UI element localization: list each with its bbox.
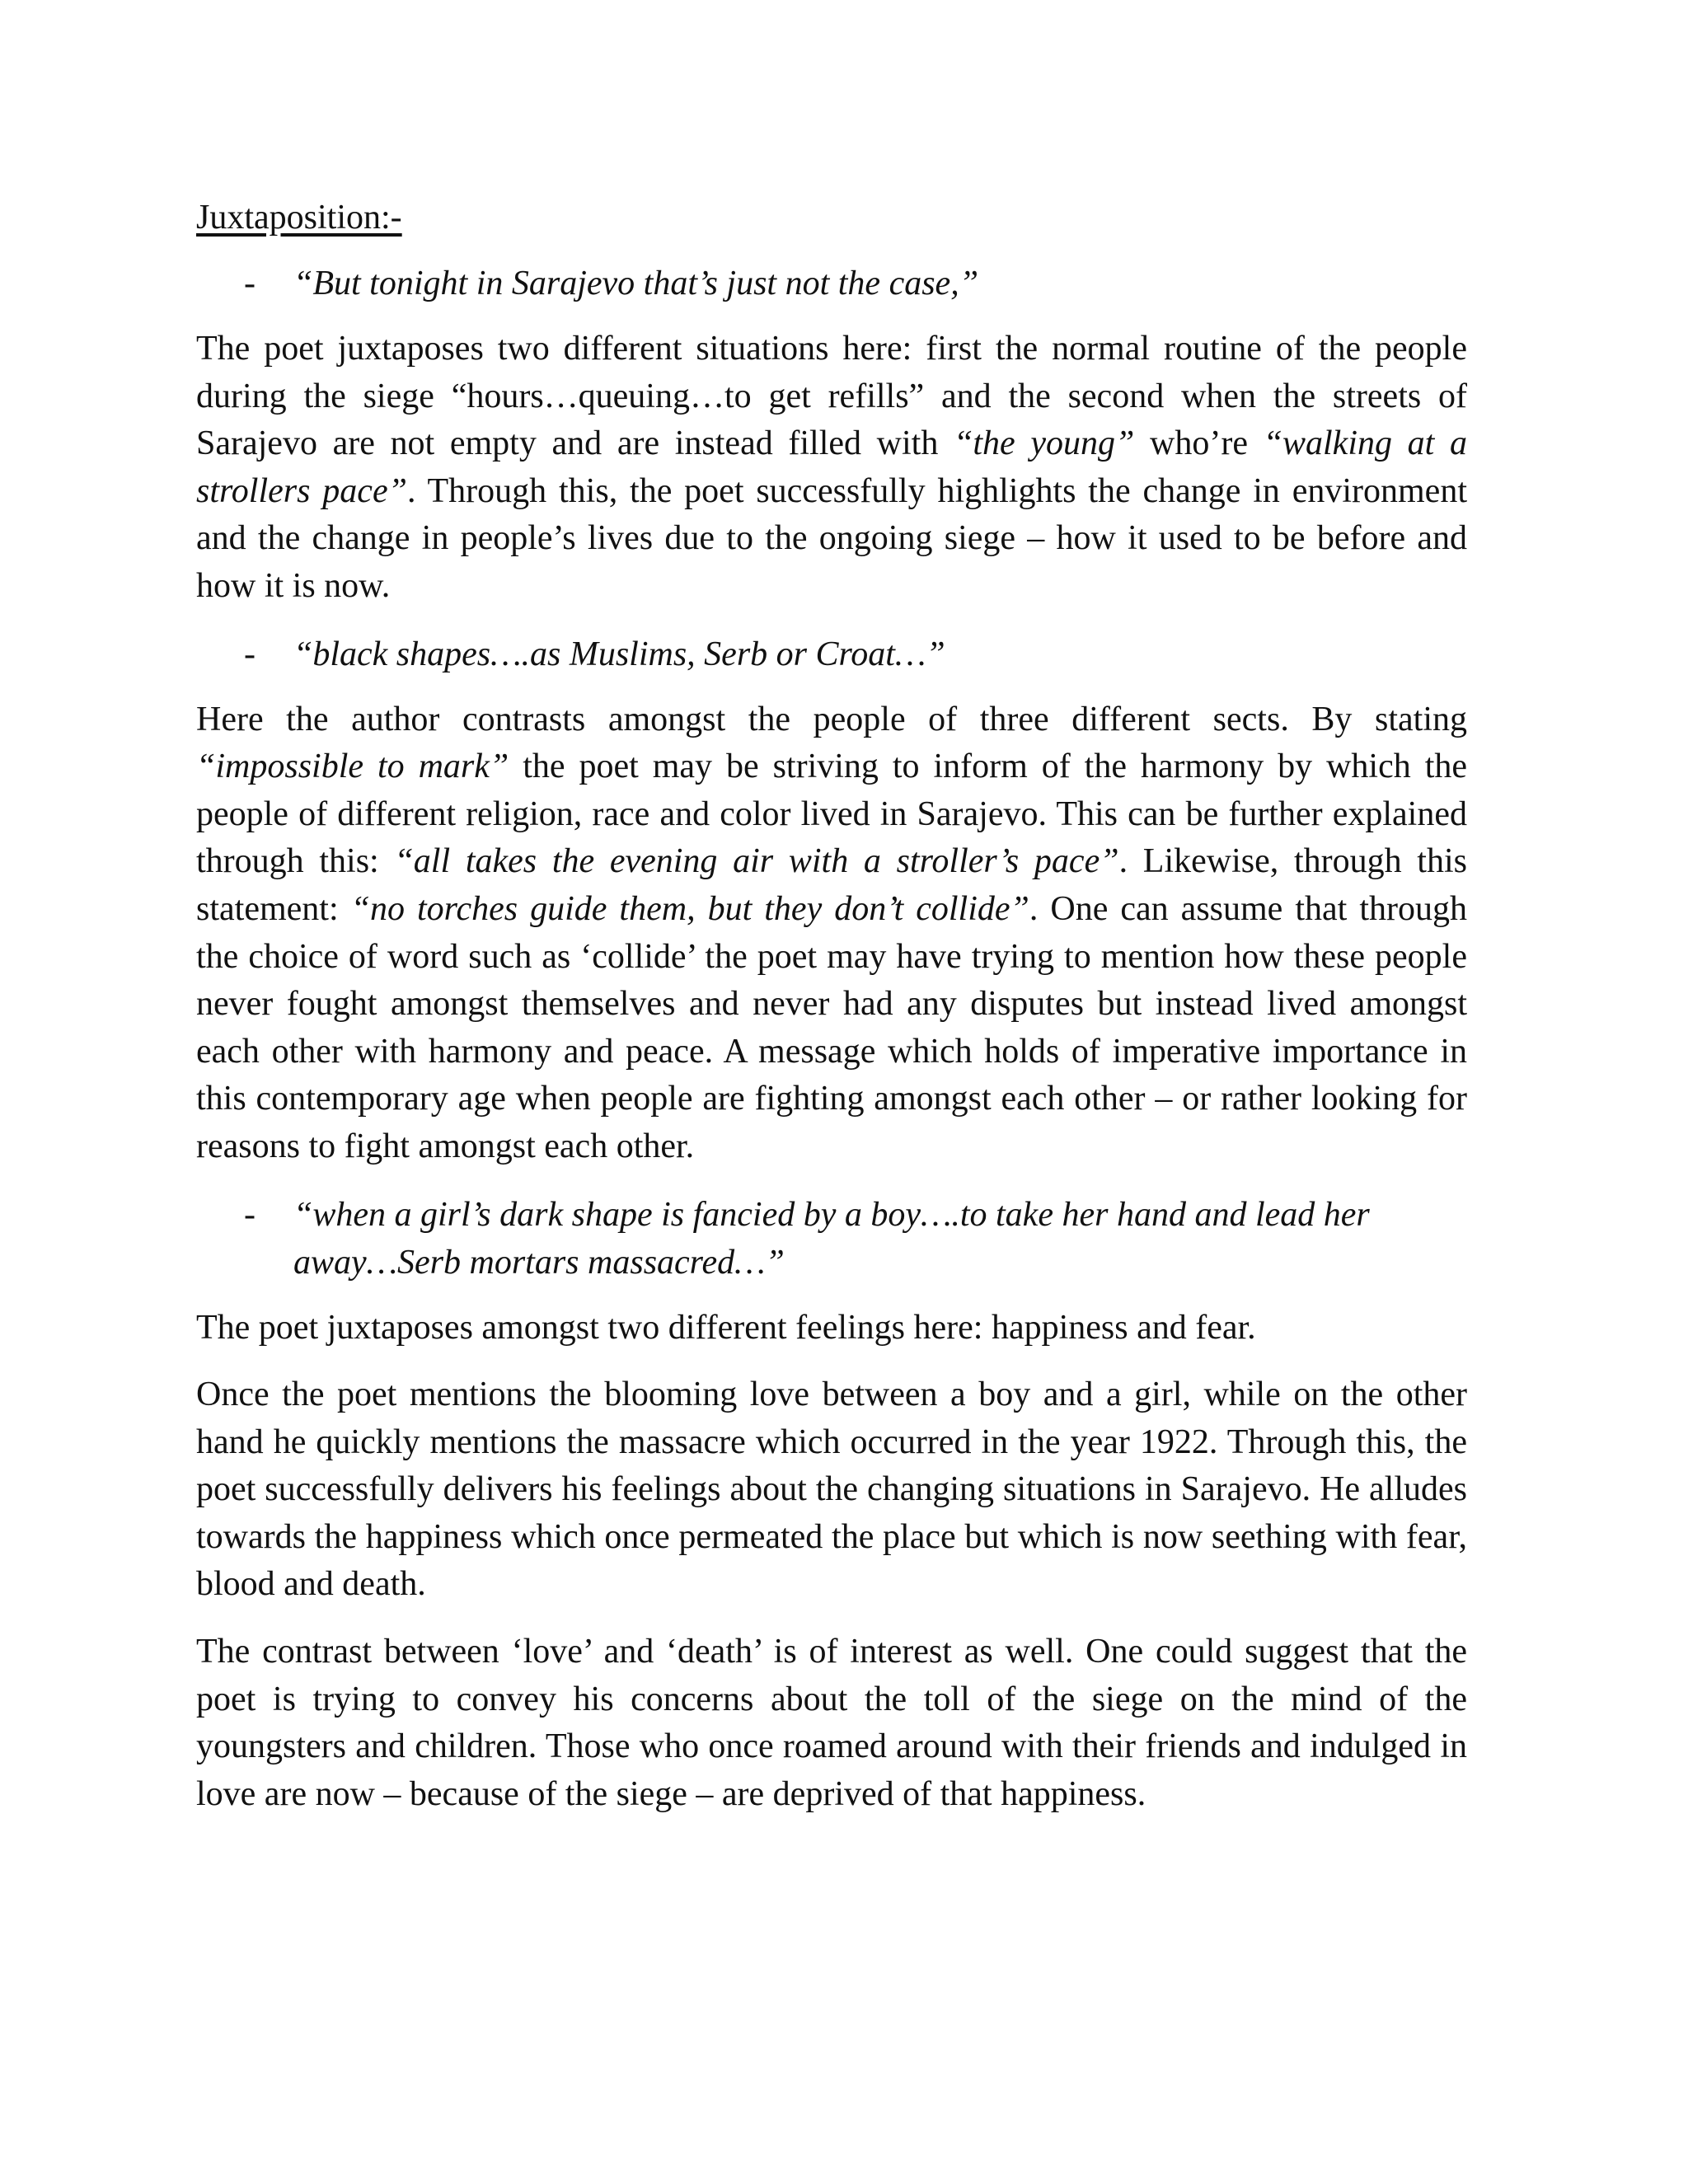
text-run: . Likewise, through this statement: <box>196 842 1467 928</box>
quote-bullet <box>196 630 1467 678</box>
bullet-dash: - <box>244 635 256 673</box>
quote-text: “But tonight in Sarajevo that’s just not the case,” <box>293 265 979 302</box>
bullet-dash: - <box>244 265 256 302</box>
quote-bullet <box>196 260 1467 307</box>
italic-quote: “all takes the evening air with a stroller’s pace” <box>394 842 1119 881</box>
text-run: Here the author contrasts amongst the people of three different sects. By stating <box>196 700 1467 738</box>
body-paragraph <box>196 326 1467 611</box>
text-run: who’re <box>1134 424 1264 463</box>
text-run: the poet may be striving to inform of the harmony by which the people of different religion, race and color lived in Sarajevo. This can be further explained through this: <box>196 748 1467 881</box>
italic-quote: “no torches guide them, but they don’t collide” <box>350 889 1029 928</box>
section-heading: Juxtaposition:- <box>196 199 402 237</box>
italic-quote: “impossible to mark” <box>196 748 509 786</box>
italic-quote: “walking at a strollers pace” <box>196 424 1467 510</box>
italic-quote: “the young” <box>954 424 1135 463</box>
quote-text: “black shapes….as Muslims, Serb or Croat…” <box>293 635 945 673</box>
quote-bullet <box>196 1191 1467 1286</box>
quote-text: “when a girl’s dark shape is fancied by a boy….to take her hand and lead her away…Serb mortars massacred…” <box>293 1195 1370 1282</box>
text-run: The poet juxtaposes two different situations here: first the normal routine of the people during the siege “hours…queuing…to get refills” and the second when the streets of Sarajevo are not empty and are instead filled with <box>196 330 1467 463</box>
body-paragraph <box>196 696 1467 1171</box>
text-run: . One can assume that through the choice of word such as ‘collide’ the poet may have trying to mention how these people never fought amongst themselves and never had any disputes but instead lived amongst each other with harmony and peace. A message which holds of imperative importance in this contemporary age when people are fighting amongst each other – or rather looking for reasons to fight amongst each other. <box>196 889 1467 1165</box>
body-paragraph: Once the poet mentions the blooming love between a boy and a girl, while on the other hand he quickly mentions the massacre which occurred in the year 1922. Through this, the poet successfully delivers his feelings about the changing situations in Sarajevo. He alludes towards the happiness which once permeated the place but which is now seething with fear, blood and death. <box>196 1376 1467 1604</box>
bullet-dash: - <box>244 1195 256 1234</box>
body-paragraph: The poet juxtaposes amongst two different feelings here: happiness and fear. <box>196 1308 1256 1347</box>
text-run: . Through this, the poet successfully highlights the change in environment and the change in people’s lives due to the ongoing siege – how it used to be before and how it is now. <box>196 471 1467 605</box>
body-paragraph: The contrast between ‘love’ and ‘death’ is of interest as well. One could suggest that the poet is trying to convey his concerns about the toll of the siege on the mind of the youngsters and children. Those who once roamed around with their friends and indulged in love are now – because of the siege – are deprived of that happiness. <box>196 1633 1467 1813</box>
